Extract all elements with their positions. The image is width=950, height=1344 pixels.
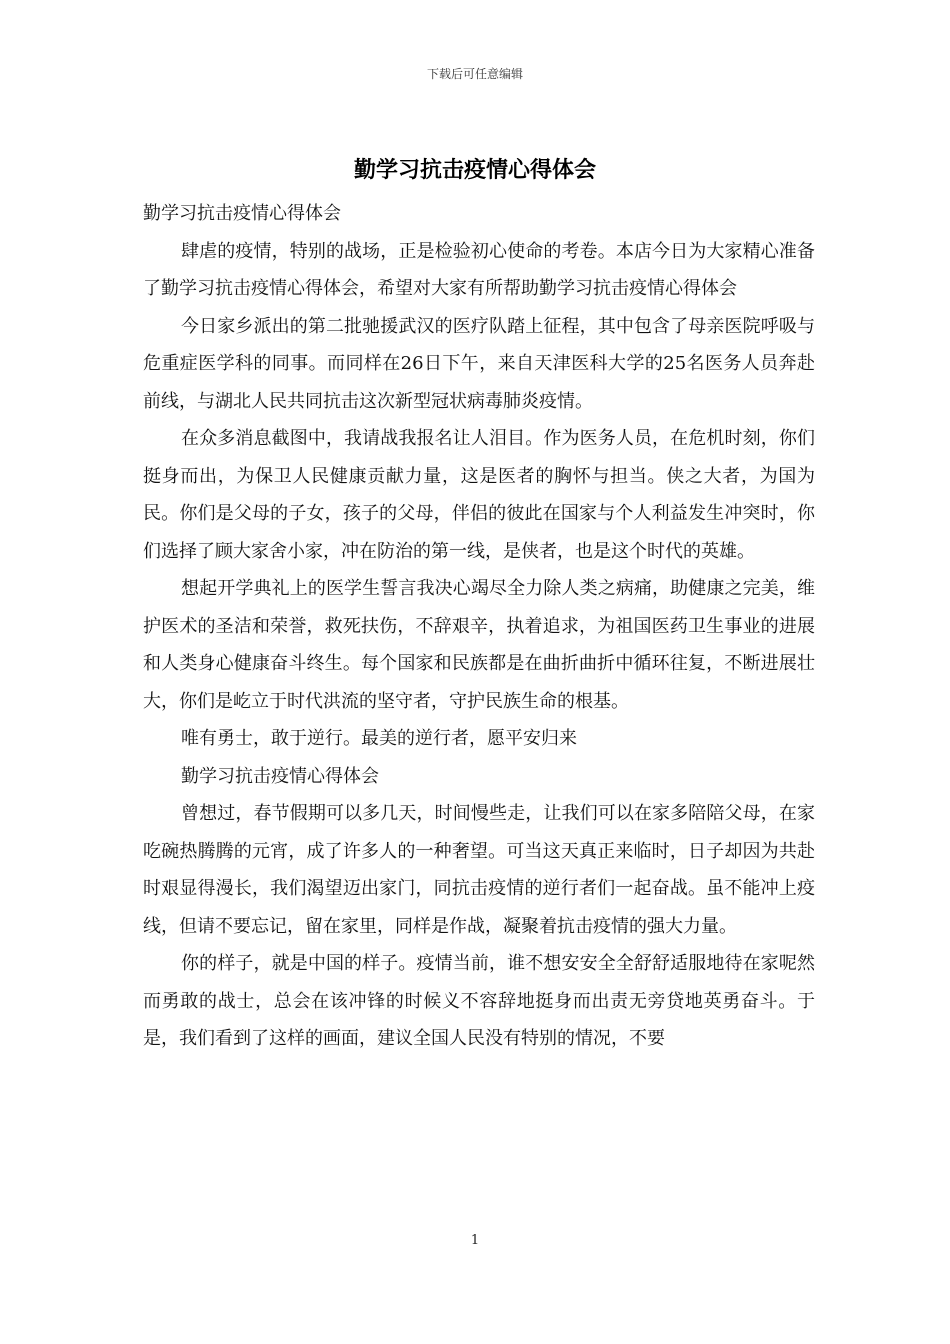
paragraph: 今日家乡派出的第二批驰援武汉的医疗队踏上征程，其中包含了母亲医院呼吸与危重症医学科的同事。而同样在26日下午，来自天津医科大学的25名医务人员奔赴前线，与湖北人民共同抗击这次新型冠状病毒肺炎疫情。 bbox=[143, 315, 815, 412]
page-number: 1 bbox=[470, 1233, 480, 1248]
paragraph-subtitle: 勤学习抗击疫情心得体会 bbox=[143, 203, 341, 224]
document-title: 勤学习抗击疫情心得体会 bbox=[353, 157, 596, 183]
paragraph: 想起开学典礼上的医学生誓言我决心竭尽全力除人类之病痛，助健康之完美，维护医术的圣洁和荣誉，救死扶伤，不辞艰辛，执着追求，为祖国医药卫生事业的进展和人类身心健康奋斗终生。每个国家和民族都是在曲折曲折中循环往复，不断进展壮大，你们是屹立于时代洪流的坚守者，守护民族生命的根基。 bbox=[143, 578, 815, 712]
paragraph: 你的样子，就是中国的样子。疫情当前，谁不想安安全全舒舒适服地待在家呢然而勇敢的战士，总会在该冲锋的时候义不容辞地挺身而出责无旁贷地英勇奋斗。于是，我们看到了这样的画面，建议全国人民没有特别的情况，不要 bbox=[143, 953, 815, 1049]
paragraph: 肆虐的疫情，特别的战场，正是检验初心使命的考卷。本店今日为大家精心准备了勤学习抗击疫情心得体会，希望对大家有所帮助勤学习抗击疫情心得体会 bbox=[143, 240, 815, 299]
page-header: 下载后可任意编辑 bbox=[426, 67, 523, 81]
section-heading: 勤学习抗击疫情心得体会 bbox=[181, 765, 379, 787]
paragraph: 在众多消息截图中，我请战我报名让人泪目。作为医务人员，在危机时刻，你们挺身而出，为保卫人民健康贡献力量，这是医者的胸怀与担当。侠之大者，为国为民。你们是父母的子女，孩子的父母，伴侣的彼此在国家与个人利益发生冲突时，你们选择了顾大家舍小家，冲在防治的第一线，是侠者，也是这个时代的英雄。 bbox=[143, 428, 815, 562]
document-body bbox=[143, 195, 815, 1058]
paragraph: 唯有勇士，敢于逆行。最美的逆行者，愿平安归来 bbox=[181, 728, 577, 749]
paragraph: 曾想过，春节假期可以多几天，时间慢些走，让我们可以在家多陪陪父母，在家吃碗热腾腾的元宵，成了许多人的一种奢望。可当这天真正来临时，日子却因为共赴时艰显得漫长，我们渴望迈出家门，同抗击疫情的逆行者们一起奋战。虽不能冲上疫线，但请不要忘记，留在家里，同样是作战，凝聚着抗击疫情的强大力量。 bbox=[143, 803, 815, 937]
